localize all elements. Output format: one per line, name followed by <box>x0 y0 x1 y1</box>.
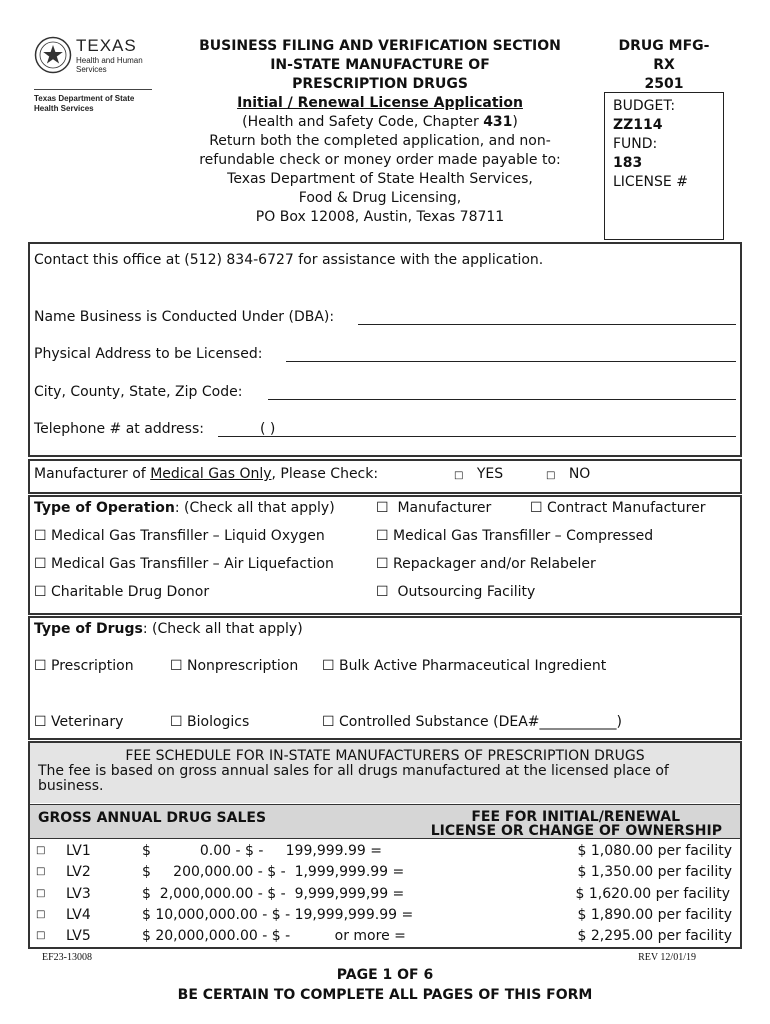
mailing-address: PO Box 12008, Austin, Texas 78711 <box>255 209 505 225</box>
checkbox-icon[interactable]: ☐ <box>376 556 389 572</box>
logo-divider <box>34 89 152 90</box>
business-info-section <box>28 242 742 457</box>
checkbox-icon[interactable]: □ <box>36 888 46 899</box>
city-label: City, County, State, Zip Code: <box>34 384 243 400</box>
logo-dept-text: Texas Department of State Health Services <box>34 94 135 113</box>
checkbox-icon[interactable]: □ <box>36 845 46 856</box>
fee-schedule-header <box>30 743 740 803</box>
city-county-state-zip-field[interactable] <box>268 399 736 400</box>
checkbox-icon[interactable]: □ <box>454 470 464 481</box>
application-type-title: Initial / Renewal License Application <box>237 95 523 111</box>
checkbox-icon[interactable]: ☐ <box>34 528 47 544</box>
fee-schedule-section <box>28 741 742 949</box>
checkbox-icon[interactable]: ☐ <box>530 500 543 516</box>
completion-notice: BE CERTAIN TO COMPLETE ALL PAGES OF THIS FORM <box>177 987 593 1003</box>
yes-label: YES <box>476 466 504 482</box>
option-charitable-donor[interactable] <box>34 584 209 600</box>
checkbox-icon[interactable]: ☐ <box>34 714 47 730</box>
operation-type-title: Type of Operation <box>34 500 175 516</box>
option-repackager[interactable] <box>376 556 596 572</box>
dba-label: Name Business is Conducted Under (DBA): <box>34 309 335 325</box>
checkbox-icon[interactable]: ☐ <box>34 658 47 674</box>
medical-gas-suffix: , Please Check: <box>271 466 379 482</box>
statute-prefix: (Health and Safety Code, Chapter <box>242 114 484 130</box>
page-number: PAGE 1 OF 6 <box>336 967 434 983</box>
medical-gas-no-option[interactable] <box>546 466 590 482</box>
checkbox-icon[interactable]: ☐ <box>376 528 389 544</box>
header-line-6: Return both the completed application, and non- <box>209 133 551 149</box>
checkbox-icon[interactable]: ☐ <box>376 500 389 516</box>
fee-level: LV5 <box>66 928 91 944</box>
option-charitable-label: Charitable Drug Donor <box>51 584 210 600</box>
option-manufacturer[interactable] <box>376 500 491 516</box>
column-fee-line-2: LICENSE OR CHANGE OF OWNERSHIP <box>430 823 722 839</box>
fee-note-line-1: The fee is based on gross annual sales for all drugs manufactured at the licensed place of <box>38 763 669 779</box>
fee-sales-range: $ 0.00 - $ - 199,999.99 = <box>142 843 382 859</box>
fee-level: LV3 <box>66 886 91 902</box>
contact-info: Contact this office at (512) 834-6727 for assistance with the application. <box>34 252 544 268</box>
fee-table-header <box>30 804 740 839</box>
fee-amount: $ 2,295.00 per facility <box>577 928 732 944</box>
option-liquid-oxygen-label: Medical Gas Transfiller – Liquid Oxygen <box>51 528 325 544</box>
drug-type-instruction: : (Check all that apply) <box>142 621 303 637</box>
fee-amount: $ 1,620.00 per facility <box>575 886 730 902</box>
budget-value: ZZ114 <box>613 117 663 133</box>
checkbox-icon[interactable]: □ <box>546 470 556 481</box>
agency-logo <box>34 34 164 124</box>
fund-value: 183 <box>613 155 643 171</box>
no-label: NO <box>568 466 591 482</box>
option-outsourcing[interactable] <box>376 584 535 600</box>
statute-reference <box>170 113 590 132</box>
operation-type-section <box>28 495 742 615</box>
option-outsourcing-label: Outsourcing Facility <box>397 584 536 600</box>
statute-suffix: ) <box>512 114 518 130</box>
option-liquid-oxygen[interactable] <box>34 528 325 544</box>
option-contract-manufacturer[interactable] <box>530 500 705 516</box>
drug-type-section <box>28 616 742 740</box>
fee-amount: $ 1,350.00 per facility <box>577 864 732 880</box>
header-line-9: Food & Drug Licensing, <box>298 190 462 206</box>
option-controlled-label: Controlled Substance (DEA#___________) <box>339 714 622 730</box>
fee-schedule-title: FEE SCHEDULE FOR IN-STATE MANUFACTURERS OF PRESCRIPTION DRUGS <box>125 748 645 764</box>
option-compressed[interactable] <box>376 528 653 544</box>
budget-label: BUDGET: <box>613 98 676 114</box>
fee-amount: $ 1,890.00 per facility <box>577 907 732 923</box>
column-fee-line-1: FEE FOR INITIAL/RENEWAL <box>471 809 680 825</box>
option-bulk-label: Bulk Active Pharmaceutical Ingredient <box>339 658 607 674</box>
checkbox-icon[interactable]: ☐ <box>170 714 183 730</box>
address-label: Physical Address to be Licensed: <box>34 346 263 362</box>
telephone-area-code: ( ) <box>260 421 276 437</box>
fee-level: LV4 <box>66 907 91 923</box>
operation-type-heading <box>34 500 335 516</box>
logo-hhs-text: Health and Human Services <box>76 56 143 74</box>
fee-amount: $ 1,080.00 per facility <box>577 843 732 859</box>
option-biologics[interactable] <box>170 714 249 730</box>
medical-gas-only: Medical Gas Only <box>150 466 272 482</box>
option-biologics-label: Biologics <box>187 714 250 730</box>
drug-type-title: Type of Drugs <box>34 621 143 637</box>
option-air-label: Medical Gas Transfiller – Air Liquefaction <box>51 556 334 572</box>
form-header <box>170 37 590 227</box>
drug-type-heading <box>34 621 303 637</box>
telephone-field[interactable] <box>218 436 736 437</box>
statute-chapter: 431 <box>483 114 513 130</box>
telephone-label: Telephone # at address: <box>34 421 204 437</box>
revision-date: REV 12/01/19 <box>638 952 696 963</box>
form-id-line-3: 2501 <box>644 76 684 92</box>
texas-seal-icon <box>34 36 72 74</box>
medical-gas-yes-option[interactable] <box>454 466 503 482</box>
header-line-3: PRESCRIPTION DRUGS <box>292 76 468 92</box>
dba-field[interactable] <box>358 324 736 325</box>
checkbox-icon[interactable]: ☐ <box>170 658 183 674</box>
option-manufacturer-label: Manufacturer <box>397 500 492 516</box>
option-prescription[interactable] <box>34 658 134 674</box>
header-line-1: BUSINESS FILING AND VERIFICATION SECTION <box>199 38 561 54</box>
medical-gas-section <box>28 459 742 494</box>
checkbox-icon[interactable]: □ <box>36 866 46 877</box>
form-id <box>604 37 724 94</box>
license-number-label: LICENSE # <box>613 174 688 190</box>
fee-sales-range: $ 2,000,000.00 - $ - 9,999,999,99 = <box>142 886 405 902</box>
logo-texas-text: TEXAS <box>76 36 137 55</box>
option-air-liquefaction[interactable] <box>34 556 334 572</box>
form-number: EF23-13008 <box>42 952 92 963</box>
option-repackager-label: Repackager and/or Relabeler <box>393 556 596 572</box>
option-compressed-label: Medical Gas Transfiller – Compressed <box>393 528 654 544</box>
fee-note-line-2: business. <box>38 778 104 794</box>
fund-label: FUND: <box>613 136 658 152</box>
medical-gas-prefix: Manufacturer of <box>34 466 151 482</box>
fee-level: LV1 <box>66 843 91 859</box>
checkbox-icon[interactable]: ☐ <box>322 658 335 674</box>
option-bulk-api[interactable] <box>322 658 606 674</box>
operation-type-instruction: : (Check all that apply) <box>174 500 335 516</box>
checkbox-icon[interactable]: □ <box>36 930 46 941</box>
fee-sales-range: $ 10,000,000.00 - $ - 19,999,999.99 = <box>142 907 414 923</box>
header-line-7: refundable check or money order made payable to: <box>199 152 561 168</box>
checkbox-icon[interactable]: ☐ <box>34 556 47 572</box>
column-gross-sales: GROSS ANNUAL DRUG SALES <box>38 810 267 826</box>
option-nonprescription[interactable] <box>170 658 298 674</box>
header-line-8: Texas Department of State Health Services, <box>227 171 533 187</box>
option-nonprescription-label: Nonprescription <box>187 658 299 674</box>
header-line-2: IN-STATE MANUFACTURE OF <box>270 57 490 73</box>
checkbox-icon[interactable]: ☐ <box>376 584 389 600</box>
office-use-box <box>604 92 724 240</box>
fee-sales-range: $ 20,000,000.00 - $ - or more = <box>142 928 406 944</box>
option-controlled-substance[interactable] <box>322 714 622 730</box>
checkbox-icon[interactable]: ☐ <box>322 714 335 730</box>
form-id-line-1: DRUG MFG- <box>618 38 710 54</box>
form-id-line-2: RX <box>653 57 675 73</box>
checkbox-icon[interactable]: ☐ <box>34 584 47 600</box>
fee-level: LV2 <box>66 864 91 880</box>
medical-gas-question <box>34 466 378 482</box>
address-field[interactable] <box>286 361 736 362</box>
fee-sales-range: $ 200,000.00 - $ - 1,999,999.99 = <box>142 864 405 880</box>
option-contract-label: Contract Manufacturer <box>547 500 706 516</box>
option-prescription-label: Prescription <box>51 658 134 674</box>
option-veterinary[interactable] <box>34 714 123 730</box>
checkbox-icon[interactable]: □ <box>36 909 46 920</box>
option-veterinary-label: Veterinary <box>51 714 124 730</box>
